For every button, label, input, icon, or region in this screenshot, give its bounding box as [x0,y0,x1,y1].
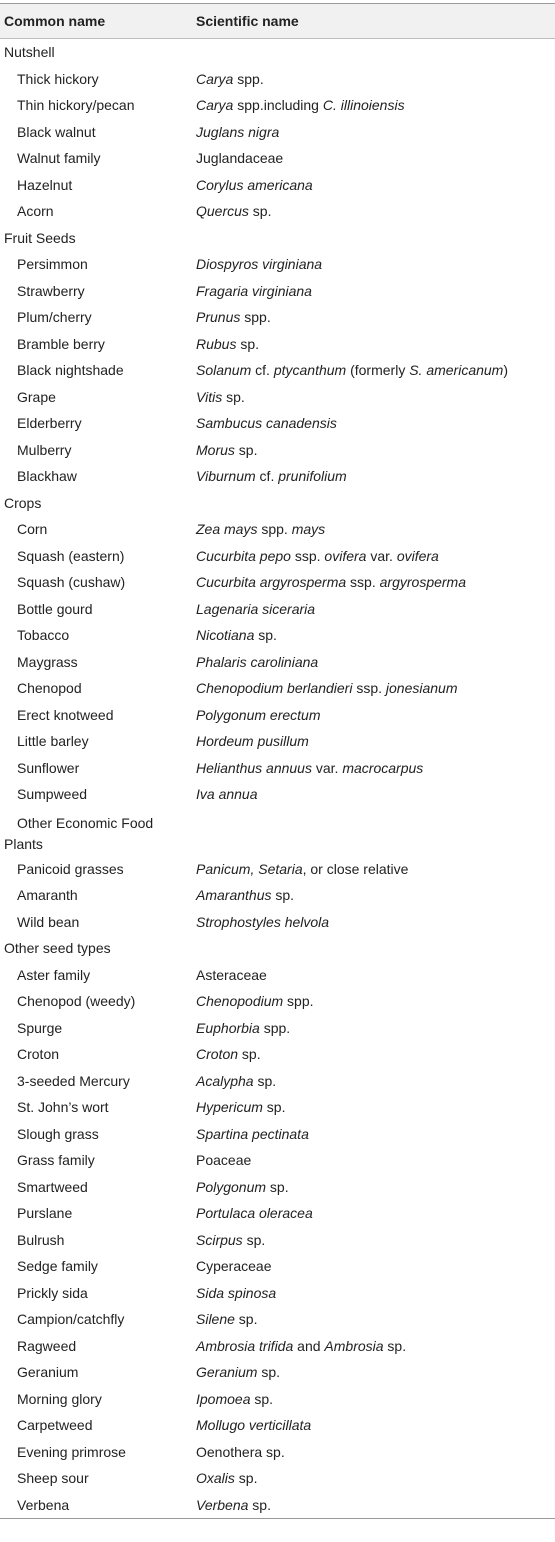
name-segment: ) [503,362,509,379]
scientific-name-cell [196,601,555,617]
table-row [0,1200,555,1227]
table-row [0,384,555,411]
name-segment: spp. [240,309,271,326]
italic-name-segment: Panicum, Setaria [196,860,303,877]
common-name-cell: Morning glory [17,1390,102,1407]
common-name-cell: Erect knotweed [17,706,114,723]
scientific-name-cell [196,887,555,903]
italic-name-segment: Portulaca oleracea [196,1205,313,1222]
italic-name-segment: Viburnum [196,468,256,485]
name-segment: sp. [222,388,245,405]
italic-name-segment: ovifera [396,547,439,564]
table-row [0,516,555,543]
table-row [0,856,555,883]
table-row [0,198,555,225]
common-name-cell: Blackhaw [17,468,77,485]
name-segment: sp. [253,1072,277,1089]
name-segment: spp. [259,1019,291,1036]
name-segment: sp. [262,1099,286,1116]
name-segment: sp. [266,1178,289,1195]
name-segment: sp. [248,1496,271,1513]
common-name-cell: Aster family [17,966,91,983]
name-segment: sp. [238,1046,261,1063]
section-row [0,490,555,517]
italic-name-segment: Chenopodium berlandieri [196,680,353,697]
name-segment: sp. [257,1364,281,1381]
scientific-name-cell [196,760,555,776]
common-name-cell: Mulberry [17,441,72,458]
common-name-cell: Corn [17,521,48,538]
common-name-cell: Smartweed [17,1178,88,1195]
scientific-name-cell [196,1285,555,1301]
scientific-name-cell [196,1311,555,1327]
common-name-cell: Persimmon [17,256,88,273]
table-row [0,1253,555,1280]
section-row [0,808,555,856]
species-table [0,3,555,1519]
italic-name-segment: Carya [196,70,234,87]
scientific-name-cell [196,993,555,1009]
table-row [0,1094,555,1121]
italic-name-segment: mays [291,521,326,538]
table-row [0,988,555,1015]
section-row [0,39,555,66]
table-row [0,251,555,278]
name-segment: Juglandaceae [196,150,284,167]
scientific-name-cell [196,1099,555,1115]
table-row [0,728,555,755]
scientific-name-cell [196,150,555,166]
name-segment: ssp. [352,680,386,697]
scientific-name-cell [196,336,555,352]
italic-name-segment: Helianthus annuus [196,759,312,776]
table-row [0,1492,555,1519]
scientific-name-cell [196,362,555,378]
name-segment: spp. [283,993,314,1010]
common-name-cell: Bottle gourd [17,600,93,617]
scientific-name-cell [196,1152,555,1168]
name-segment: Cyperaceae [196,1258,272,1275]
common-name-cell: Grass family [17,1152,95,1169]
common-name-cell: Verbena [17,1496,70,1513]
scientific-name-cell [196,1020,555,1036]
scientific-name-cell [196,389,555,405]
table-row [0,1412,555,1439]
name-segment: sp. [234,1311,258,1328]
italic-name-segment: Hordeum pusillum [196,733,309,750]
common-name-cell: Fruit Seeds [4,229,76,246]
italic-name-segment: argyrosperma [379,574,467,591]
table-row [0,1280,555,1307]
italic-name-segment: Chenopodium [196,993,284,1010]
common-name-cell: Walnut family [17,150,101,167]
name-segment: cf. [251,362,274,379]
scientific-name-cell [196,1444,555,1460]
scientific-name-cell [196,1205,555,1221]
common-name-cell: Spurge [17,1019,63,1036]
table-row [0,1333,555,1360]
scientific-name-cell [196,71,555,87]
name-segment: spp. [233,70,264,87]
table-row [0,145,555,172]
common-name-cell: Ragweed [17,1337,77,1354]
italic-name-segment: Vitis [196,388,223,405]
italic-name-segment: Phalaris caroliniana [196,653,319,670]
italic-name-segment: Cucurbita argyrosperma [196,574,347,591]
common-name-cell: Bramble berry [17,335,105,352]
table-row [0,410,555,437]
name-segment: sp. [242,1231,266,1248]
table-row [0,331,555,358]
italic-name-segment: Strophostyles helvola [196,913,330,930]
scientific-name-cell [196,97,555,113]
table-row [0,357,555,384]
italic-name-segment: Diospyros virginiana [196,256,323,273]
table-row [0,781,555,808]
scientific-name-cell [196,707,555,723]
common-name-cell: Panicoid grasses [17,860,124,877]
italic-name-segment: Ambrosia [324,1337,384,1354]
italic-name-segment: Nicotiana [196,627,255,644]
name-segment: sp. [250,1390,274,1407]
name-segment: Poaceae [196,1152,252,1169]
name-segment: , or close relative [302,860,409,877]
name-segment: (formerly [346,362,410,379]
italic-name-segment: Polygonum erectum [196,706,321,723]
common-name-cell: Other Economic Food Plants [4,814,154,852]
table-row [0,649,555,676]
common-name-cell: Elderberry [17,415,82,432]
table-row [0,909,555,936]
table-row [0,463,555,490]
name-segment: spp. [257,521,292,538]
common-name-cell: Sheep sour [17,1470,89,1487]
table-row [0,278,555,305]
scientific-name-cell [196,1126,555,1142]
italic-name-segment: Solanum [196,362,252,379]
name-segment: ssp. [346,574,380,591]
common-name-cell: Sedge family [17,1258,98,1275]
name-segment: sp. [236,335,260,352]
common-name-cell: Geranium [17,1364,79,1381]
common-name-cell: Other seed types [4,940,111,957]
common-name-cell: Little barley [17,733,89,750]
name-segment: sp. [248,203,272,220]
common-name-cell: Amaranth [17,887,78,904]
table-row [0,1121,555,1148]
name-segment: sp. [234,441,258,458]
scientific-name-cell [196,256,555,272]
table-row [0,675,555,702]
common-name-cell: Maygrass [17,653,78,670]
italic-name-segment: Spartina pectinata [196,1125,309,1142]
scientific-name-cell [196,177,555,193]
common-name-cell: Nutshell [4,44,55,61]
table-row [0,702,555,729]
name-segment: and [293,1337,325,1354]
name-segment: sp. [271,887,295,904]
italic-name-segment: Ipomoea [196,1390,251,1407]
common-name-cell: Croton [17,1046,60,1063]
common-name-cell: Plum/cherry [17,309,92,326]
table-row [0,569,555,596]
common-name-cell: Grape [17,388,56,405]
scientific-name-cell [196,1497,555,1513]
name-segment: ssp. [290,547,325,564]
table-row [0,1465,555,1492]
header-scientific-name: Scientific name [196,13,299,29]
scientific-name-cell [196,1258,555,1274]
table-row [0,1359,555,1386]
name-segment: Oenothera sp. [196,1443,285,1460]
italic-name-segment: macrocarpus [342,759,424,776]
scientific-name-cell [196,1364,555,1380]
table-row [0,1041,555,1068]
italic-name-segment: Scirpus [196,1231,243,1248]
table-header [0,4,555,39]
scientific-name-cell [196,1391,555,1407]
common-name-cell: Chenopod (weedy) [17,993,136,1010]
common-name-cell: 3-seeded Mercury [17,1072,130,1089]
table-row [0,622,555,649]
table-row [0,596,555,623]
scientific-name-cell [196,309,555,325]
italic-name-segment: Morus [196,441,235,458]
italic-name-segment: Verbena [196,1496,249,1513]
table-row [0,1015,555,1042]
italic-name-segment: prunifolium [278,468,347,485]
table-row [0,1227,555,1254]
name-segment: sp. [254,627,277,644]
common-name-cell: Carpetweed [17,1417,93,1434]
table-row [0,543,555,570]
italic-name-segment: C. illinoiensis [322,97,405,114]
scientific-name-cell [196,1338,555,1354]
italic-name-segment: Juglans nigra [196,123,280,140]
common-name-cell: Crops [4,494,42,511]
scientific-name-cell [196,1470,555,1486]
italic-name-segment: Carya [196,97,234,114]
italic-name-segment: Mollugo verticillata [196,1417,312,1434]
italic-name-segment: Oxalis [196,1470,235,1487]
italic-name-segment: Zea mays [196,521,258,538]
common-name-cell: Thin hickory/pecan [17,97,135,114]
name-segment: cf. [255,468,279,485]
scientific-name-cell [196,967,555,983]
section-row [0,935,555,962]
scientific-name-cell [196,680,555,696]
italic-name-segment: Acalypha [196,1072,254,1089]
table-row [0,1306,555,1333]
table-row [0,304,555,331]
scientific-name-cell [196,861,555,877]
italic-name-segment: Sida spinosa [196,1284,277,1301]
scientific-name-cell [196,442,555,458]
common-name-cell: Black walnut [17,123,96,140]
common-name-cell: Black nightshade [17,362,124,379]
common-name-cell: Acorn [17,203,54,220]
table-row [0,172,555,199]
italic-name-segment: ovifera [324,547,367,564]
table-row [0,119,555,146]
section-row [0,225,555,252]
name-segment: spp.including [233,97,323,114]
scientific-name-cell [196,574,555,590]
common-name-cell: Evening primrose [17,1443,126,1460]
table-row [0,66,555,93]
italic-name-segment: Hypericum [196,1099,263,1116]
italic-name-segment: Geranium [196,1364,258,1381]
table-row [0,1147,555,1174]
common-name-cell: Hazelnut [17,176,73,193]
italic-name-segment: Croton [196,1046,239,1063]
name-segment: sp. [234,1470,258,1487]
scientific-name-cell [196,203,555,219]
italic-name-segment: Quercus [196,203,249,220]
italic-name-segment: Sambucus canadensis [196,415,337,432]
scientific-name-cell [196,1417,555,1433]
scientific-name-cell [196,283,555,299]
italic-name-segment: Amaranthus [196,887,272,904]
scientific-name-cell [196,1046,555,1062]
table-row [0,962,555,989]
name-segment: var. [366,547,397,564]
table-row [0,1386,555,1413]
common-name-cell: Tobacco [17,627,70,644]
table-row [0,1068,555,1095]
table-row [0,437,555,464]
common-name-cell: Purslane [17,1205,73,1222]
name-segment: var. [311,759,343,776]
italic-name-segment: Corylus americana [196,176,313,193]
common-name-cell: Chenopod [17,680,82,697]
italic-name-segment: Ambrosia trifida [196,1337,294,1354]
scientific-name-cell [196,468,555,484]
italic-name-segment: Polygonum [196,1178,267,1195]
common-name-cell: Strawberry [17,282,85,299]
italic-name-segment: S. americanum [409,362,504,379]
table-body [0,39,555,1518]
italic-name-segment: Silene [196,1311,235,1328]
scientific-name-cell [196,654,555,670]
scientific-name-cell [196,786,555,802]
italic-name-segment: Rubus [196,335,237,352]
scientific-name-cell [196,1179,555,1195]
scientific-name-cell [196,627,555,643]
scientific-name-cell [196,1073,555,1089]
common-name-cell: Campion/catchfly [17,1311,125,1328]
common-name-cell: Squash (eastern) [17,547,125,564]
italic-name-segment: jonesianum [385,680,458,697]
scientific-name-cell [196,1232,555,1248]
table-row [0,1439,555,1466]
table-row [0,755,555,782]
italic-name-segment: Cucurbita pepo [196,547,291,564]
italic-name-segment: ptycanthum [273,362,347,379]
common-name-cell: Thick hickory [17,70,99,87]
table-row [0,882,555,909]
scientific-name-cell [196,914,555,930]
common-name-cell: St. John’s wort [17,1099,109,1116]
scientific-name-cell [196,548,555,564]
scientific-name-cell [196,733,555,749]
italic-name-segment: Euphorbia [196,1019,260,1036]
table-row [0,1174,555,1201]
common-name-cell: Wild bean [17,913,80,930]
table-row [0,92,555,119]
common-name-cell: Sumpweed [17,786,88,803]
scientific-name-cell [196,415,555,431]
scientific-name-cell [196,521,555,537]
italic-name-segment: Fragaria virginiana [196,282,312,299]
scientific-name-cell [196,124,555,140]
name-segment: sp. [383,1337,407,1354]
italic-name-segment: Lagenaria siceraria [196,600,316,617]
common-name-cell: Bulrush [17,1231,65,1248]
italic-name-segment: Iva annua [196,786,258,803]
common-name-cell: Slough grass [17,1125,99,1142]
common-name-cell: Prickly sida [17,1284,88,1301]
name-segment: Asteraceae [196,966,267,983]
common-name-cell: Squash (cushaw) [17,574,126,591]
italic-name-segment: Prunus [196,309,241,326]
common-name-cell: Sunflower [17,759,80,776]
header-common-name: Common name [4,13,106,29]
